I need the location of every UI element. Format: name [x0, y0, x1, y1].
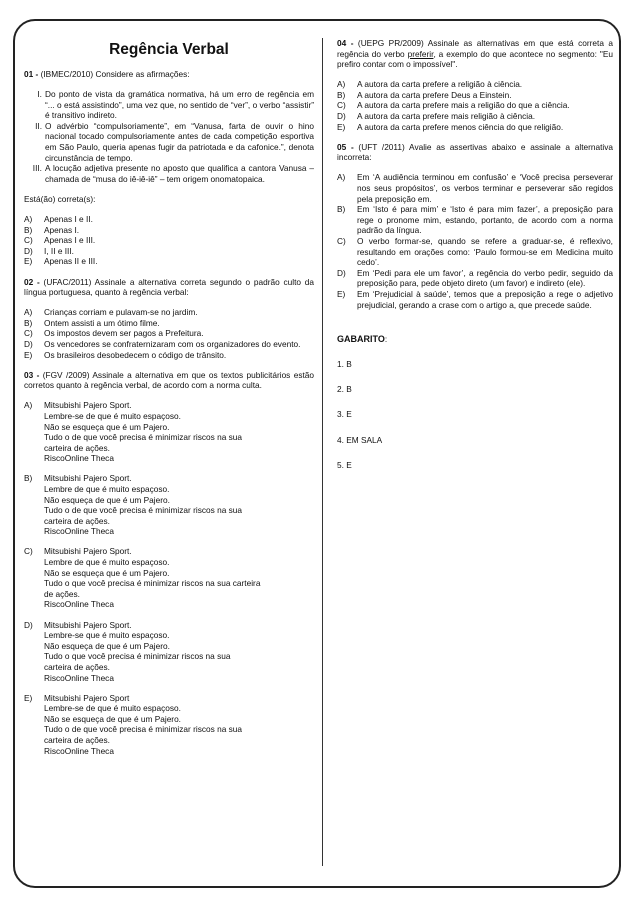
option-item: D) Em ‘Pedi para ele um favor’, a regência do verbo pedir, seguido da preposição para, pede objeto direto (um favor) e indireto (ele). — [337, 267, 613, 289]
question-number: 01 - — [24, 69, 39, 79]
option-list — [24, 214, 314, 267]
answer-key-title: GABARITO — [337, 334, 385, 345]
option-item: D) Os vencedores se confraternizaram com os organizadores do evento. — [24, 338, 301, 349]
answer-item: 3. E — [337, 409, 352, 420]
statement-item: II. O advérbio “compulsoriamente”, em “Vanusa, farta de ouvir o hino nacional tocado compulsoriamente antes de cada competição esportiva em São Paulo, queria apenas fugir da patriotada e da cafonice.”, denota circunstância de tempo. — [35, 120, 314, 163]
question-2 — [24, 277, 314, 361]
option-item: C) Mitsubishi Pajero Sport. Lembre de que é muito espaçoso. Não se esqueça que é um Pajero. Tudo o que você precisa é minimizar riscos na sua carteira de ações. RiscoOnline Theca — [24, 546, 261, 610]
option-item: A) A autora da carta prefere a religião à ciência. — [337, 79, 523, 90]
answer-item: 2. B — [337, 384, 352, 395]
option-item: B) Ontem assisti a um ótimo filme. — [24, 317, 160, 328]
question-number: 05 - — [337, 141, 354, 152]
option-item: E) Os brasileiros desobedecem o código de trânsito. — [24, 349, 227, 360]
left-column — [24, 38, 314, 756]
option-item: C) A autora da carta prefere mais a religião do que a ciência. — [337, 100, 570, 111]
question-number: 03 - — [24, 369, 40, 380]
statement-item: I. Do ponto de vista da gramática normativa, há um erro de regência em “... o está assistindo”, uma vez que, no sentido de “ver”, o verbo “assistir” é transitivo indireto. — [37, 89, 314, 121]
answer-item: 4. EM SALA — [337, 434, 383, 445]
question-1 — [24, 69, 314, 267]
statement-list — [24, 89, 314, 184]
statement-item: III. A locução adjetiva presente no aposto que qualifica a cantora Vanusa – chamada de “musa do iê-iê-iê” – tem origem onomatopaica. — [32, 163, 314, 184]
option-item: D) A autora da carta prefere mais religião à ciência. — [337, 111, 536, 122]
option-list — [24, 307, 314, 360]
option-item: A) Mitsubishi Pajero Sport. Lembre-se de que é muito espaçoso. Não se esqueça que é um Pajero. Tudo o de que você precisa é minimizar riscos na sua carteira de ações. RiscoOnline Theca — [24, 400, 242, 464]
option-item: B) A autora da carta prefere Deus a Einstein. — [337, 89, 512, 100]
option-list — [24, 400, 314, 756]
option-item: E) A autora da carta prefere menos ciência do que religião. — [337, 121, 564, 132]
answer-key: GABARITO: 1. B 2. B 3. E 4. EM SALA 5. E — [337, 334, 613, 470]
question-5 — [337, 142, 613, 310]
option-item: E) Em ‘Prejudicial à saúde’, temos que a preposição a rege o adjetivo prejudicial, gerando a crase com o artigo a, que precede saúde. — [337, 288, 613, 310]
right-column — [337, 38, 613, 470]
question-prompt: Está(ão) correta(s): — [24, 193, 96, 204]
option-item: B) Em ‘Isto é para mim’ e ‘Isto é para mim fazer’, a preposição para rege o pronome mim, estando, portanto, de acordo com a norma padrão da língua. — [337, 204, 613, 236]
option-item: A) Em ‘A audiência terminou em confusão’ e ‘Você precisa perseverar nos seus propósitos’, os verbos terminar e perseverar são regidos pela preposição em. — [337, 172, 613, 204]
column-divider — [322, 38, 323, 866]
option-item: E) Mitsubishi Pajero Sport Lembre-se de que é muito espaçoso. Não se esqueça de que é um Pajero. Tudo o de que você precisa é minimizar riscos na sua carteira de ações. RiscoOnline Theca — [24, 692, 242, 756]
option-item: A) Crianças corriam e pulavam-se no jardim. — [24, 307, 198, 318]
option-item: B) Mitsubishi Pajero Sport. Lembre de que é muito espaçoso. Não esqueça de que é um Pajero. Tudo o de que você precisa é minimizar riscos na sua carteira de ações. RiscoOnline Theca — [24, 473, 242, 537]
question-number: 04 - — [337, 38, 354, 48]
question-header: (UFT /2011) Avalie as assertivas abaixo e assinale a alternativa incorreta: — [337, 141, 614, 163]
question-number: 02 - — [24, 276, 40, 287]
question-header: (UFAC/2011) Assinale a alternativa correta segundo o padrão culto da língua portuguesa, quanto à regência verbal: — [24, 276, 315, 298]
option-item: E) Apenas II e III. — [24, 256, 98, 267]
option-item: B) Apenas I. — [24, 224, 80, 235]
option-item: C) Os impostos devem ser pagos a Prefeitura. — [24, 328, 204, 339]
answer-item: 1. B — [337, 359, 352, 370]
option-item: D) Mitsubishi Pajero Sport. Lembre-se que é muito espaçoso. Não esqueça de que é um Pajero. Tudo o que você precisa é minimizar riscos na sua carteira de ações. RiscoOnline Theca — [24, 619, 231, 683]
option-list — [337, 172, 613, 310]
question-header: (IBMEC/2010) Considere as afirmações: — [38, 69, 190, 79]
underlined-word: preferir — [407, 48, 434, 59]
option-item: C) O verbo formar-se, quando se refere a graduar-se, é reflexivo, resultando em orações como: ‘Paulo formou-se em Medicina muito cedo’. — [337, 236, 613, 268]
page-title: Regência Verbal — [109, 41, 229, 58]
answer-item: 5. E — [337, 459, 352, 470]
question-4: 04 - (UEPG PR/2009) Assinale as alternativas em que está correta a regência do verbo preferir, a exemplo do que acontece no segmento: "Eu prefiro contar com o impossível". A) A autora da carta prefere a religião à ciência. B) A autora da carta prefere Deus a Einstein. C) A autora da carta prefere mais a religião do que a ciência. D) A autora da carta prefere mais religião à ciência. E) A autora da carta prefere menos ciência do que religião. — [337, 38, 614, 132]
question-header: (FGV /2009) Assinale a alternativa em que os textos publicitários estão corretos quanto à regência verbal, de acordo com a norma culta. — [24, 369, 315, 391]
option-list — [337, 79, 613, 132]
question-3 — [24, 370, 314, 757]
option-item: C) Apenas I e III. — [24, 235, 96, 246]
option-item: A) Apenas I e II. — [24, 214, 93, 225]
option-item: D) I, II e III. — [24, 245, 74, 256]
